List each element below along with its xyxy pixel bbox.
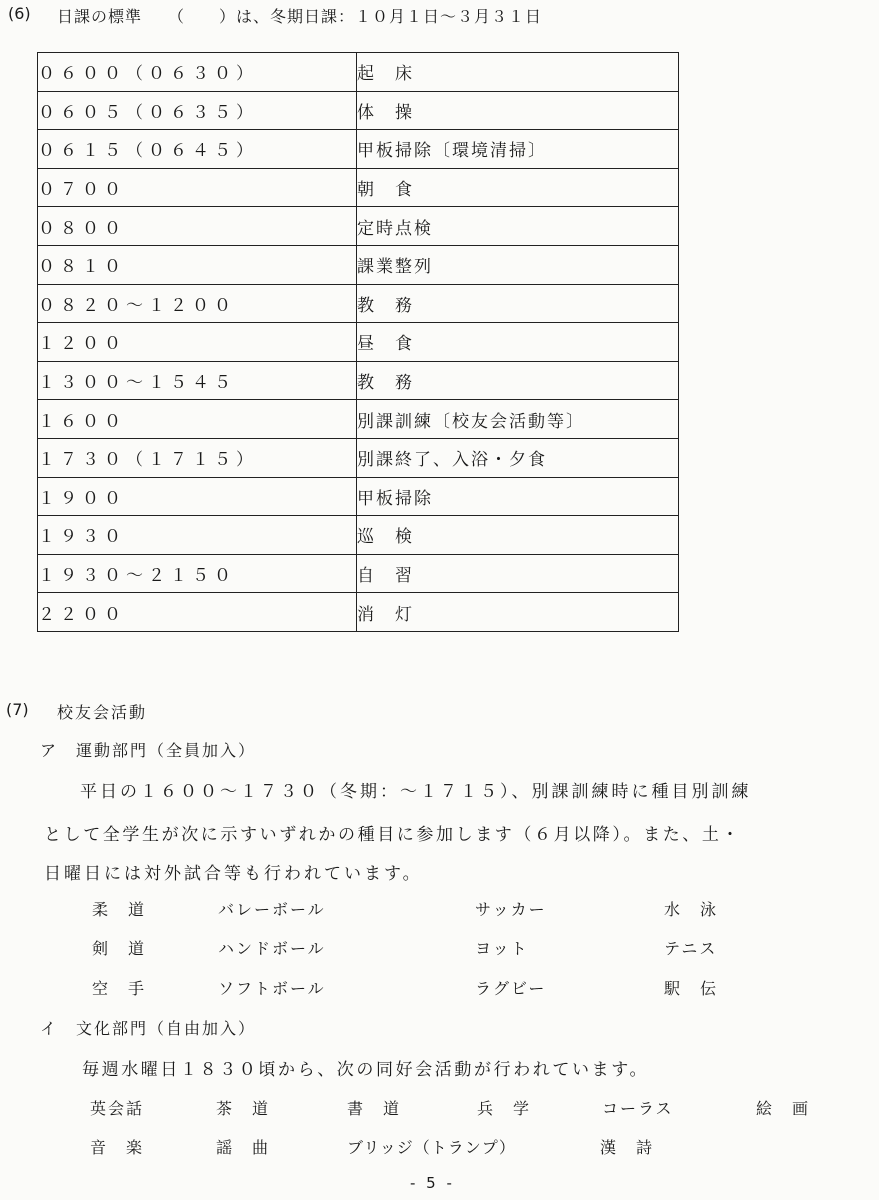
schedule-time: １６００	[38, 400, 357, 439]
sports-paragraph-line-2: として全学生が次に示すいずれかの種目に参加します（６月以降）。また、土・	[44, 825, 742, 845]
schedule-activity: 体 操	[357, 91, 679, 130]
section-7-title: 校友会活動	[57, 703, 148, 722]
schedule-row	[38, 323, 679, 362]
schedule-time: １９３０～２１５０	[38, 554, 357, 593]
schedule-activity: 起 床	[357, 53, 679, 92]
schedule-time: ０８００	[38, 207, 357, 246]
schedule-time: １９００	[38, 477, 357, 516]
sports-item: バレーボール	[218, 900, 326, 919]
schedule-row	[38, 245, 679, 284]
schedule-row	[38, 130, 679, 169]
schedule-row	[38, 554, 679, 593]
schedule-time: ０６１５（０６４５）	[38, 130, 357, 169]
schedule-row	[38, 361, 679, 400]
culture-heading: イ 文化部門（自由加入）	[40, 1019, 257, 1038]
schedule-activity: 自 習	[357, 554, 679, 593]
sports-paragraph-line-1: 平日の１６００～１７３０（冬期：～１７１５）、別課訓練時に種目別訓練	[80, 782, 752, 802]
schedule-activity: 課業整列	[357, 245, 679, 284]
culture-item: 漢 詩	[600, 1138, 655, 1157]
schedule-activity: 別課終了、入浴・夕食	[357, 438, 679, 477]
schedule-time: １７３０（１７１５）	[38, 438, 357, 477]
culture-item: 英会話	[90, 1099, 145, 1118]
schedule-activity: 巡 検	[357, 516, 679, 555]
schedule-row	[38, 168, 679, 207]
schedule-activity: 消 灯	[357, 593, 679, 632]
schedule-activity: 甲板掃除〔環境清掃〕	[357, 130, 679, 169]
culture-item: 書 道	[347, 1099, 402, 1118]
sports-item: ハンドボール	[218, 939, 326, 958]
schedule-time: ０６００（０６３０）	[38, 53, 357, 92]
culture-item: 兵 学	[477, 1099, 532, 1118]
schedule-row	[38, 438, 679, 477]
schedule-time: ０７００	[38, 168, 357, 207]
sports-paragraph-line-3: 日曜日には対外試合等も行われています。	[44, 864, 423, 884]
schedule-time: ０８２０～１２００	[38, 284, 357, 323]
schedule-row	[38, 593, 679, 632]
schedule-activity: 甲板掃除	[357, 477, 679, 516]
schedule-activity: 教 務	[357, 284, 679, 323]
schedule-time: ０６０５（０６３５）	[38, 91, 357, 130]
culture-item: 音 楽	[90, 1138, 145, 1157]
schedule-activity: 別課訓練〔校友会活動等〕	[357, 400, 679, 439]
schedule-activity: 朝 食	[357, 168, 679, 207]
sports-item: テニス	[664, 939, 718, 958]
sports-item: ヨット	[475, 939, 529, 958]
culture-item: コーラス	[602, 1099, 674, 1118]
culture-item: 謡 曲	[216, 1138, 271, 1157]
schedule-row	[38, 516, 679, 555]
schedule-activity: 昼 食	[357, 323, 679, 362]
sports-item: ソフトボール	[218, 979, 326, 998]
schedule-table	[37, 52, 679, 632]
culture-paragraph: 毎週水曜日１８３０頃から、次の同好会活動が行われています。	[82, 1060, 650, 1080]
schedule-time: ２２００	[38, 593, 357, 632]
schedule-time: １２００	[38, 323, 357, 362]
sports-item: 水 泳	[664, 900, 719, 919]
culture-item: ブリッジ（トランプ）	[347, 1138, 516, 1157]
schedule-activity: 教 務	[357, 361, 679, 400]
schedule-time: １３００～１５４５	[38, 361, 357, 400]
sports-item: 剣 道	[92, 939, 147, 958]
schedule-time: ０８１０	[38, 245, 357, 284]
sports-item: 空 手	[92, 979, 147, 998]
section-7-number: (7)	[6, 700, 29, 719]
schedule-row	[38, 53, 679, 92]
section-6-title: 日課の標準 （ ）は、冬期日課：１０月１日～３月３１日	[57, 7, 543, 26]
sports-item: 駅 伝	[664, 979, 719, 998]
sports-item: 柔 道	[92, 900, 147, 919]
schedule-row	[38, 91, 679, 130]
schedule-row	[38, 284, 679, 323]
schedule-row	[38, 477, 679, 516]
culture-item: 絵 画	[756, 1099, 811, 1118]
section-6-number: (6)	[8, 4, 31, 23]
schedule-row	[38, 400, 679, 439]
sports-heading: ア 運動部門（全員加入）	[40, 741, 257, 760]
schedule-activity: 定時点検	[357, 207, 679, 246]
culture-item: 茶 道	[216, 1099, 271, 1118]
sports-item: ラグビー	[475, 979, 547, 998]
schedule-row	[38, 207, 679, 246]
page-number: - 5 -	[410, 1174, 455, 1192]
sports-item: サッカー	[475, 900, 547, 919]
schedule-time: １９３０	[38, 516, 357, 555]
